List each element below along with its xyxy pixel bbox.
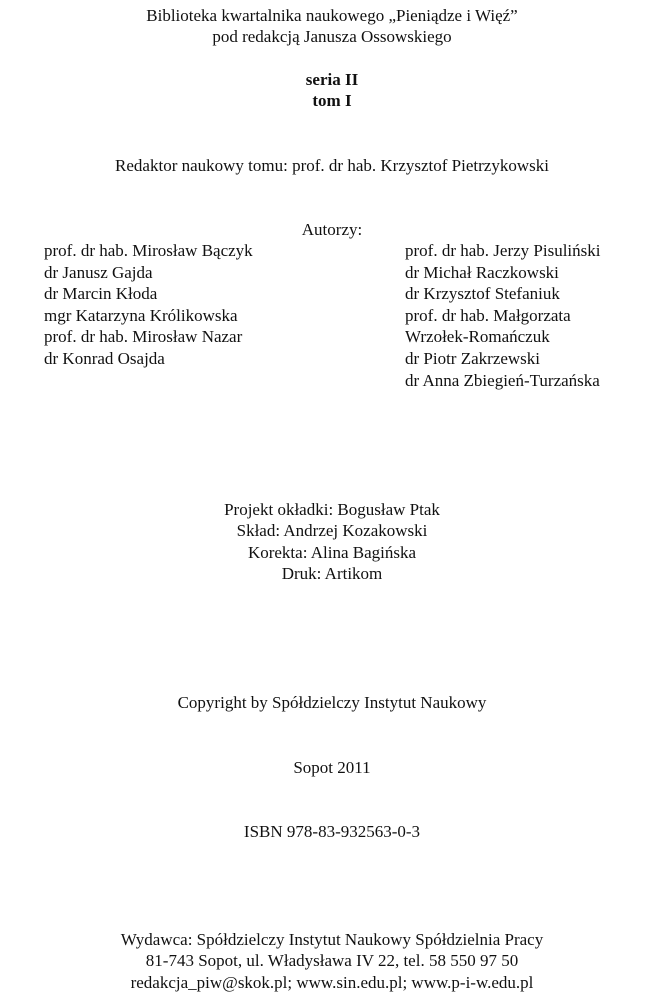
- isbn: ISBN 978-83-932563-0-3: [243, 822, 421, 841]
- author: prof. dr hab. Mirosław Nazar: [44, 327, 243, 347]
- author: dr Marcin Kłoda: [44, 284, 158, 304]
- author: dr Piotr Zakrzewski: [405, 348, 541, 368]
- publisher-address: 81-743 Sopot, ul. Władysława IV 22, tel. 58 550 97 50: [145, 951, 519, 970]
- series-editor: pod redakcją Janusza Ossowskiego: [212, 27, 452, 46]
- volume-number: tom I: [312, 91, 352, 110]
- cover-design-credit: Projekt okładki: Bogusław Ptak: [224, 500, 440, 519]
- author: Wrzołek-Romańczuk: [405, 327, 550, 347]
- print-credit: Druk: Artikom: [281, 564, 383, 583]
- copyright-notice: Copyright by Spółdzielczy Instytut Naukowy: [177, 693, 487, 712]
- proofreading-credit: Korekta: Alina Bagińska: [247, 543, 417, 562]
- author: prof. dr hab. Małgorzata: [405, 305, 571, 325]
- series-title: Biblioteka kwartalnika naukowego „Pieniądze i Więź”: [146, 6, 518, 25]
- volume-editor: Redaktor naukowy tomu: prof. dr hab. Krzysztof Pietrzykowski: [115, 156, 549, 175]
- publisher-contact: redakcja_piw@skok.pl; www.sin.edu.pl; www.p-i-w.edu.pl: [130, 973, 534, 992]
- author: dr Janusz Gajda: [44, 262, 153, 282]
- authors-right-column: [405, 240, 600, 391]
- author: dr Konrad Osajda: [44, 348, 165, 368]
- place-year: Sopot 2011: [293, 758, 371, 777]
- author: dr Krzysztof Stefaniuk: [405, 284, 560, 304]
- publisher-name: Wydawca: Spółdzielczy Instytut Naukowy Spółdzielnia Pracy: [120, 930, 544, 949]
- authors-left-column: [44, 240, 253, 370]
- typesetting-credit: Skład: Andrzej Kozakowski: [236, 521, 428, 540]
- author: dr Michał Raczkowski: [405, 262, 559, 282]
- series-number: seria II: [305, 70, 359, 89]
- author: prof. dr hab. Jerzy Pisuliński: [405, 241, 601, 260]
- author: mgr Katarzyna Królikowska: [44, 305, 238, 325]
- author: dr Anna Zbiegień-Turzańska: [405, 370, 600, 390]
- authors-heading: Autorzy:: [301, 220, 363, 239]
- author: prof. dr hab. Mirosław Bączyk: [44, 241, 253, 260]
